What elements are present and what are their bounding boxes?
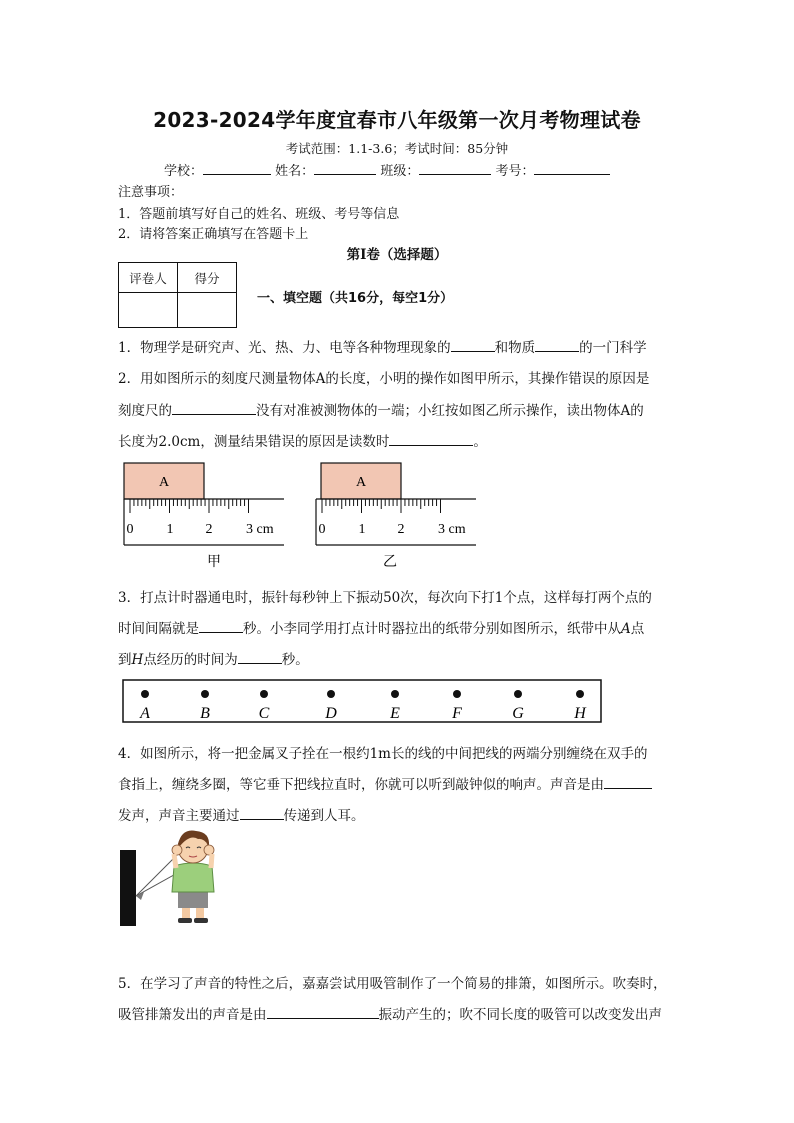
grader-header: 评卷人 bbox=[119, 263, 178, 293]
q4-line-3 bbox=[118, 804, 365, 824]
q2-text-a: 刻度尺的 bbox=[118, 403, 172, 419]
q1-text-b: 和物质 bbox=[494, 340, 536, 356]
q5-text-b: 振动产生的；吹不同长度的吸管可以改变发出声 bbox=[378, 1007, 662, 1023]
tick-label-1-left: 1 bbox=[166, 522, 174, 537]
id-label: 考号： bbox=[495, 164, 535, 179]
student-info-line bbox=[164, 160, 610, 179]
tape-dot-H bbox=[576, 690, 584, 698]
tape-label-A: A bbox=[140, 705, 150, 722]
name-blank[interactable] bbox=[314, 161, 376, 175]
class-label: 班级： bbox=[380, 164, 420, 179]
q1-blank-2[interactable] bbox=[535, 338, 579, 352]
tape-dot-A bbox=[141, 690, 149, 698]
q3-point-a-ref: A bbox=[621, 621, 631, 637]
q2-line-1: 2．用如图所示的刻度尺测量物体A的长度，小明的操作如图甲所示，其操作错误的原因是 bbox=[118, 371, 650, 387]
q3-line-2 bbox=[118, 617, 644, 637]
q4-line-1: 4．如图所示，将一把金属叉子拴在一根约1m长的线的中间把线的两端分别缠绕在双手的 bbox=[118, 746, 648, 762]
ruler-right bbox=[316, 463, 476, 570]
q3-line-3 bbox=[118, 648, 309, 668]
tape-dot-C bbox=[260, 690, 268, 698]
paper-tape-figure bbox=[118, 678, 608, 728]
exam-title: 2023-2024学年度宜春市八年级第一次月考物理试卷 bbox=[153, 108, 641, 132]
tick-label-1-right: 1 bbox=[358, 522, 366, 537]
q2-text-c: 长度为2.0cm，测量结果错误的原因是读数时 bbox=[118, 434, 390, 450]
q4-blank-1[interactable] bbox=[604, 775, 652, 789]
tick-label-2-left: 2 bbox=[205, 522, 213, 537]
q2-line-3 bbox=[118, 430, 487, 450]
tape-dot-G bbox=[514, 690, 522, 698]
section-title: 第Ⅰ卷（选择题） bbox=[346, 247, 448, 263]
tape-dot-D bbox=[327, 690, 335, 698]
question-1 bbox=[118, 336, 647, 356]
part-title: 一、填空题（共16分，每空1分） bbox=[257, 291, 454, 306]
tape-label-D: D bbox=[325, 705, 337, 722]
exam-meta: 考试范围：1.1-3.6；考试时间：85分钟 bbox=[285, 141, 509, 156]
grade-table bbox=[118, 262, 237, 328]
notes-item-2: 2．请将答案正确填写在答题卡上 bbox=[118, 227, 309, 242]
black-bar bbox=[120, 850, 136, 926]
score-cell[interactable] bbox=[178, 293, 237, 328]
q4-blank-2[interactable] bbox=[240, 806, 284, 820]
school-blank[interactable] bbox=[203, 161, 271, 175]
q5-line-1: 5．在学习了声音的特性之后，嘉嘉尝试用吸管制作了一个简易的排箫，如图所示。吹奏时， bbox=[118, 976, 667, 992]
caption-right: 乙 bbox=[383, 554, 397, 570]
ruler-figure bbox=[118, 455, 488, 575]
q5-text-a: 吸管排箫发出的声音是由 bbox=[118, 1007, 267, 1023]
q3-text-c: 点 bbox=[630, 621, 645, 637]
q4-text-b: 发声，声音主要通过 bbox=[118, 808, 240, 824]
q4-line-2 bbox=[118, 773, 652, 793]
id-blank[interactable] bbox=[534, 161, 610, 175]
tick-label-0-left: 0 bbox=[126, 522, 134, 537]
tape-dot-B bbox=[201, 690, 209, 698]
q1-text-a: 1．物理学是研究声、光、热、力、电等各种物理现象的 bbox=[118, 340, 451, 356]
tape-label-B: B bbox=[200, 705, 210, 722]
tape-label-C: C bbox=[258, 705, 270, 722]
q3-text-e: 点经历的时间为 bbox=[143, 652, 238, 668]
notes-heading: 注意事项： bbox=[118, 185, 184, 200]
q2-text-d: 。 bbox=[473, 434, 487, 450]
q2-line-2 bbox=[118, 399, 644, 419]
tape-label-G: G bbox=[512, 705, 524, 722]
tick-label-2-right: 2 bbox=[397, 522, 405, 537]
tape-label-H: H bbox=[574, 705, 586, 722]
score-header: 得分 bbox=[178, 263, 237, 293]
ruler-left bbox=[124, 463, 284, 570]
q3-text-f: 秒。 bbox=[281, 652, 309, 668]
q4-text-c: 传递到人耳。 bbox=[283, 808, 365, 824]
class-blank[interactable] bbox=[419, 161, 491, 175]
q3-text-a: 时间间隔就是 bbox=[118, 621, 199, 637]
q3-point-h-ref: H bbox=[131, 652, 144, 668]
name-label: 姓名： bbox=[275, 164, 315, 179]
q2-blank-1[interactable] bbox=[172, 401, 256, 415]
block-a-right-label: A bbox=[355, 475, 367, 490]
q3-blank-2[interactable] bbox=[238, 650, 282, 664]
boy-listening-figure bbox=[118, 828, 228, 928]
tape-dot-E bbox=[391, 690, 399, 698]
notes-item-1: 1．答题前填写好自己的姓名、班级、考号等信息 bbox=[118, 207, 400, 222]
q1-text-c: 的一门科学 bbox=[579, 340, 647, 356]
tick-label-0-right: 0 bbox=[318, 522, 326, 537]
q5-line-2 bbox=[118, 1003, 662, 1023]
tick-label-3-left: 3 cm bbox=[246, 522, 274, 537]
paper-tape bbox=[123, 680, 601, 722]
q3-text-b: 秒。小李同学用打点计时器拉出的纸带分别如图所示，纸带中从 bbox=[243, 621, 621, 637]
q2-blank-2[interactable] bbox=[389, 432, 473, 446]
caption-left: 甲 bbox=[207, 554, 221, 570]
tape-label-E: E bbox=[390, 705, 400, 722]
boy-shorts bbox=[178, 890, 208, 908]
q2-text-b: 没有对准被测物体的一端；小红按如图乙所示操作，读出物体A的 bbox=[256, 403, 644, 419]
grader-cell[interactable] bbox=[119, 293, 178, 328]
tape-dot-F bbox=[453, 690, 461, 698]
tape-label-F: F bbox=[452, 705, 462, 722]
q1-blank-1[interactable] bbox=[451, 338, 495, 352]
tick-label-3-right: 3 cm bbox=[438, 522, 466, 537]
block-a-left-label: A bbox=[158, 475, 170, 490]
q3-blank-1[interactable] bbox=[199, 619, 243, 633]
q3-line-1: 3．打点计时器通电时，振针每秒钟上下振动50次，每次向下打1个点，这样每打两个点的 bbox=[118, 590, 652, 606]
school-label: 学校： bbox=[164, 164, 204, 179]
q4-text-a: 食指上，缠绕多圈，等它垂下把线拉直时，你就可以听到敲钟似的响声。声音是由 bbox=[118, 777, 604, 793]
q5-blank-1[interactable] bbox=[267, 1005, 379, 1019]
q3-text-d: 到 bbox=[118, 652, 132, 668]
